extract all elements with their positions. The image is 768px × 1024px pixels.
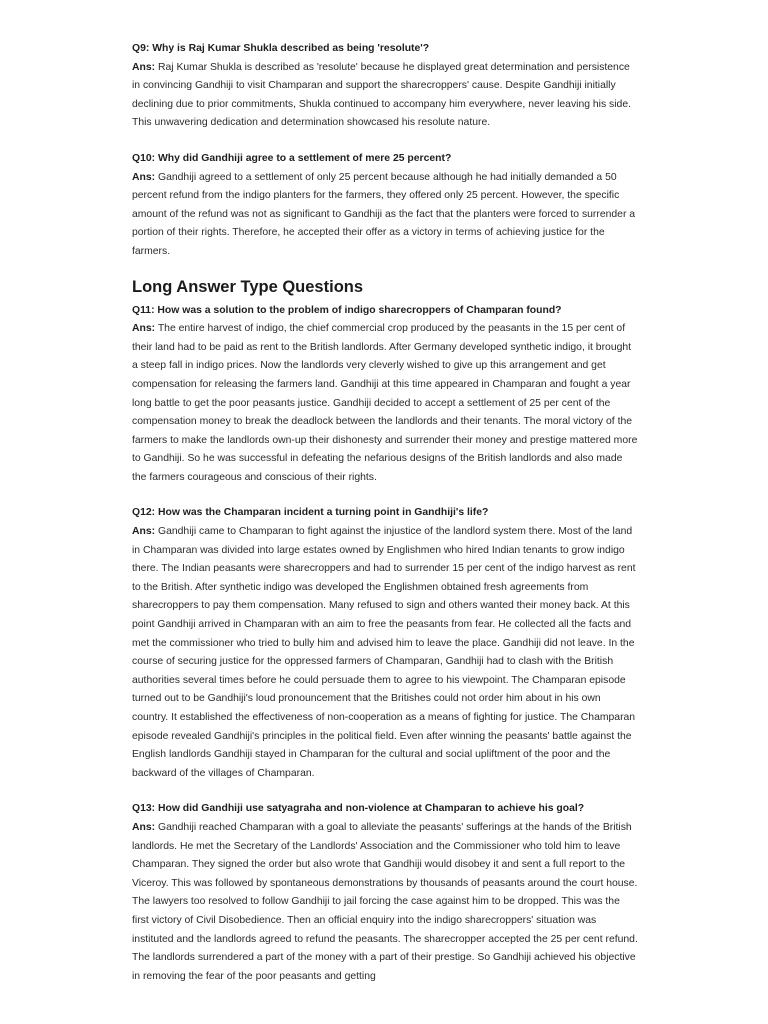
answer-text: Gandhiji agreed to a settlement of only 25 percent because although he had initially demanded a 50 percent refund from the indigo planters for the farmers, they offered only 25 percent. However, the specific amount of the refund was not as significant to Gandhiji as the fact that the planters were forced to surrender a portion of their rights. Therefore, he accepted their offer as a victory in terms of achieving justice for the farmers. [132, 171, 636, 257]
answer-label: Ans: [132, 526, 156, 538]
answer-label: Ans: [132, 323, 156, 335]
answer-paragraph [132, 169, 638, 262]
answer-text: Raj Kumar Shukla is described as 'resolute' because he displayed great determination and persistence in convincing Gandhiji to visit Champaran and support the sharecroppers' cause. Despite Gandhiji initially declining due to prior commitments, Shukla continued to accompany him everywhere, never leaving his side. This unwavering dedication and determination showcased his resolute nature. [132, 61, 632, 129]
answer-paragraph [132, 59, 638, 133]
qa-item-q10 [132, 150, 638, 262]
answer-label: Ans: [132, 61, 156, 73]
question-heading: Q9: Why is Raj Kumar Shukla described as being 'resolute'? [132, 43, 430, 54]
answer-label: Ans: [132, 821, 156, 833]
question-heading: Q12: How was the Champaran incident a turning point in Gandhiji's life? [132, 507, 489, 519]
answer-paragraph [132, 320, 638, 487]
section-heading: Long Answer Type Questions [132, 277, 364, 296]
qa-item-q13 [132, 800, 638, 986]
qa-item-q11 [132, 302, 638, 488]
question-heading: Q13: How did Gandhiji use satyagraha and non-violence at Champaran to achieve his goal? [132, 803, 585, 815]
question-heading: Q10: Why did Gandhiji agree to a settlement of mere 25 percent? [132, 152, 452, 164]
answer-paragraph [132, 523, 638, 783]
answer-text: The entire harvest of indigo, the chief commercial crop produced by the peasants in the 15 per cent of their land had to be paid as rent to the British landlords. After Germany developed synthetic indigo, it brought a steep fall in indigo prices. Now the landlords very cleverly wished to give up this arrangement and get compensation for releasing the farmers land. Gandhiji at this time appeared in Champaran and fought a year long battle to get the poor peasants justice. Gandhiji decided to accept a settlement of 25 per cent of the compensation money to break the deadlock between the landlords and their tenants. The moral victory of the farmers to make the landlords own-up their dishonesty and surrender their money and prestige mattered more to Gandhiji. So he was successful in defeating the nefarious designs of the British landlords and also made the farmers courageous and conscious of their rights. [132, 323, 638, 483]
answer-label: Ans: [132, 171, 156, 183]
document-page [132, 40, 638, 1003]
qa-item-q12 [132, 504, 638, 783]
qa-item-q9 [132, 40, 638, 133]
answer-text: Gandhiji came to Champaran to fight against the injustice of the landlord system there. Most of the land in Champaran was divided into large estates owned by Englishmen who hired Indian tenants to grow indigo there. The Indian peasants were sharecroppers and had to surrender 15 per cent of the indigo harvest as rent to the British. After synthetic indigo was developed the Englishmen obtained fresh agreements from sharecroppers to pay them compensation. Many refused to sign and others wanted their money back. At this point Gandhiji arrived in Champaran with an aim to free the peasants from fear. He collected all the facts and met the commissioner who tried to bully him and advised him to leave the place. Gandhiji did not leave. In the course of securing justice for the oppressed farmers of Champaran, Gandhiji had to clash with the British authorities several times before he could persuade them to agree to his viewpoint. The Champaran episode turned out to be Gandhiji's loud pronouncement that the Britishes could not order him about in his own country. It established the effectiveness of non-cooperation as a means of fighting for justice. The Champaran episode revealed Gandhiji's principles in the political field. Even after winning the peasants' battle against the English landlords Gandhiji stayed in Champaran for the cultural and social upliftment of the poor and the backward of the villages of Champaran. [132, 526, 636, 779]
answer-text: Gandhiji reached Champaran with a goal to alleviate the peasants' sufferings at the hands of the British landlords. He met the Secretary of the Landlords' Association and the Commissioner who told him to leave Champaran. They signed the order but also wrote that Gandhiji would disobey it and sent a full report to the Viceroy. This was followed by spontaneous demonstrations by thousands of peasants around the court house. The lawyers too resolved to follow Gandhiji to jail forcing the case against him to be dropped. This was the first victory of Civil Disobedience. Then an official enquiry into the indigo sharecroppers' situation was instituted and the landlords agreed to refund the peasants. The sharecropper accepted the 25 per cent refund. The landlords surrendered a part of the money with a part of their prestige. So Gandhiji achieved his objective in removing the fear of the poor peasants and getting [132, 821, 638, 982]
answer-paragraph [132, 819, 638, 986]
question-heading: Q11: How was a solution to the problem of indigo sharecroppers of Champaran found? [132, 304, 562, 316]
